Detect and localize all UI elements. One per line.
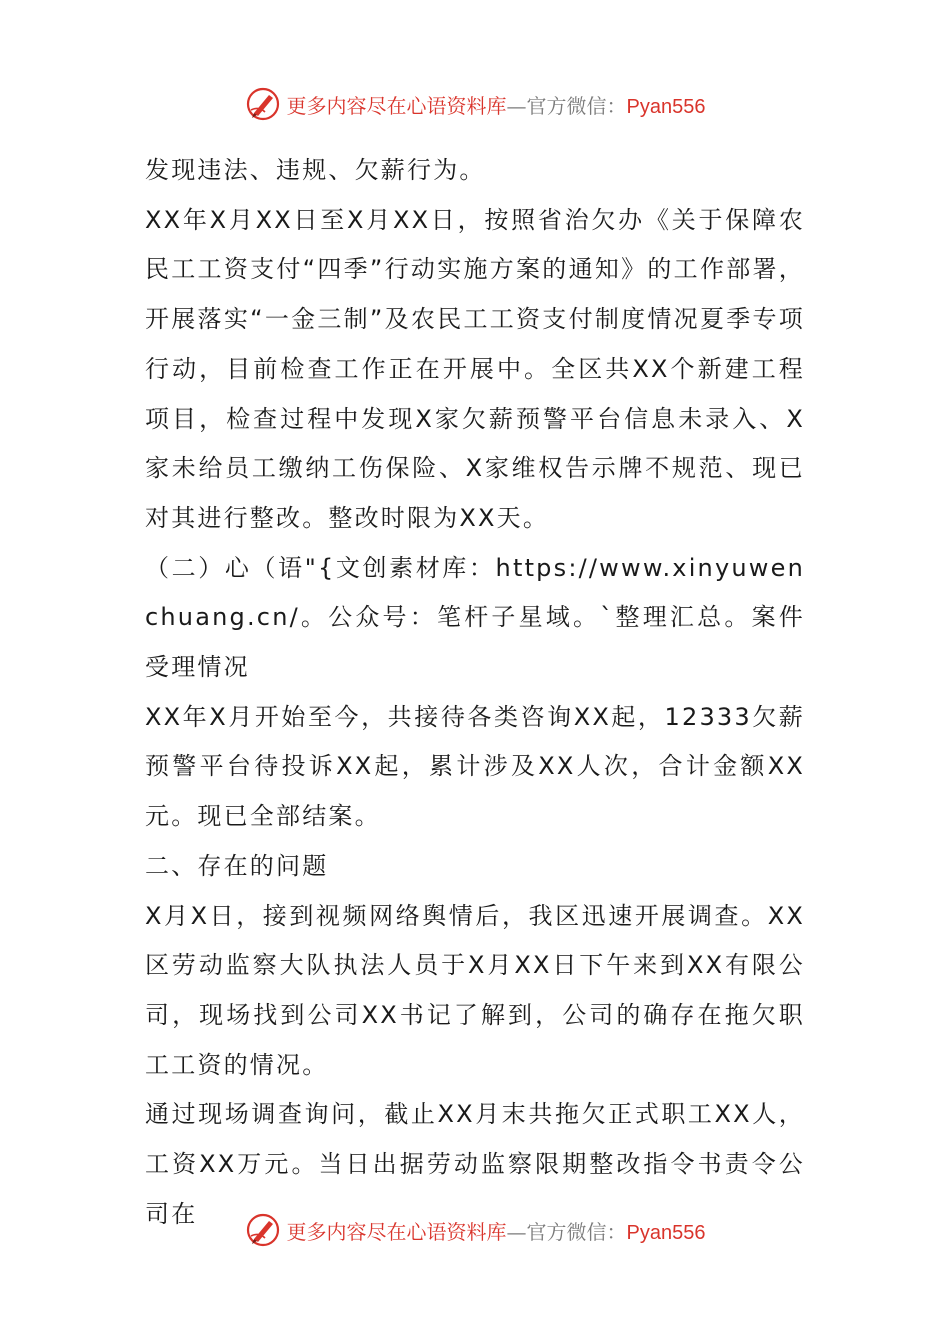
footer-official: 官方微信： <box>526 1219 627 1244</box>
paragraph: XX年X月XX日至X月XX日，按照省治欠办《关于保障农民工工资支付“四季”行动实施方案的通知》的工作部署，开展落实“一金三制”及农民工工资支付制度情况夏季专项行动，目前检查工作正在开展中。全区共XX个新建工程项目，检查过程中发现X家欠薪预警平台信息未录入、X家未给员工缴纳工伤保险、X家维权告示牌不规范、现已对其进行整改。整改时限为XX天。 <box>145 205 805 532</box>
paragraph: 发现违法、违规、欠薪行为。 <box>145 156 486 184</box>
section-heading: 二、存在的问题 <box>145 851 329 880</box>
paragraph: （二）心（语"{文创素材库：https://www.xinyuwenchuang.cn/。公众号：笔杆子星域。`整理汇总。案件受理情况 <box>145 553 805 682</box>
paragraph: XX年X月开始至今，共接待各类咨询XX起，12333欠薪预警平台待投诉XX起，累计涉及XX人次，合计金额XX元。现已全部结案。 <box>145 702 805 831</box>
footer-banner <box>0 1210 950 1250</box>
header-dash: — <box>506 93 527 118</box>
header-official: 官方微信： <box>526 93 627 118</box>
document-body <box>145 146 805 1239</box>
footer-brand: 更多内容尽在心语资料库 <box>286 1219 507 1244</box>
pen-logo-icon <box>245 1212 281 1248</box>
header-banner <box>0 84 950 124</box>
header-brand: 更多内容尽在心语资料库 <box>286 93 507 118</box>
footer-banner-text <box>287 1216 706 1245</box>
pen-logo-icon <box>245 86 281 122</box>
header-wechat-id: Pyan556 <box>626 95 706 118</box>
header-banner-text <box>287 90 706 119</box>
footer-dash: — <box>506 1219 527 1244</box>
paragraph: X月X日，接到视频网络舆情后，我区迅速开展调查。XX区劳动监察大队执法人员于X月XX日下午来到XX有限公司，现场找到公司XX书记了解到，公司的确存在拖欠职工工资的情况。 <box>145 901 805 1079</box>
footer-wechat-id: Pyan556 <box>626 1221 706 1244</box>
paragraph: 通过现场调查询问，截止XX月末共拖欠正式职工XX人，工资XX万元。当日出据劳动监察限期整改指令书责令公司在 <box>145 1100 805 1228</box>
